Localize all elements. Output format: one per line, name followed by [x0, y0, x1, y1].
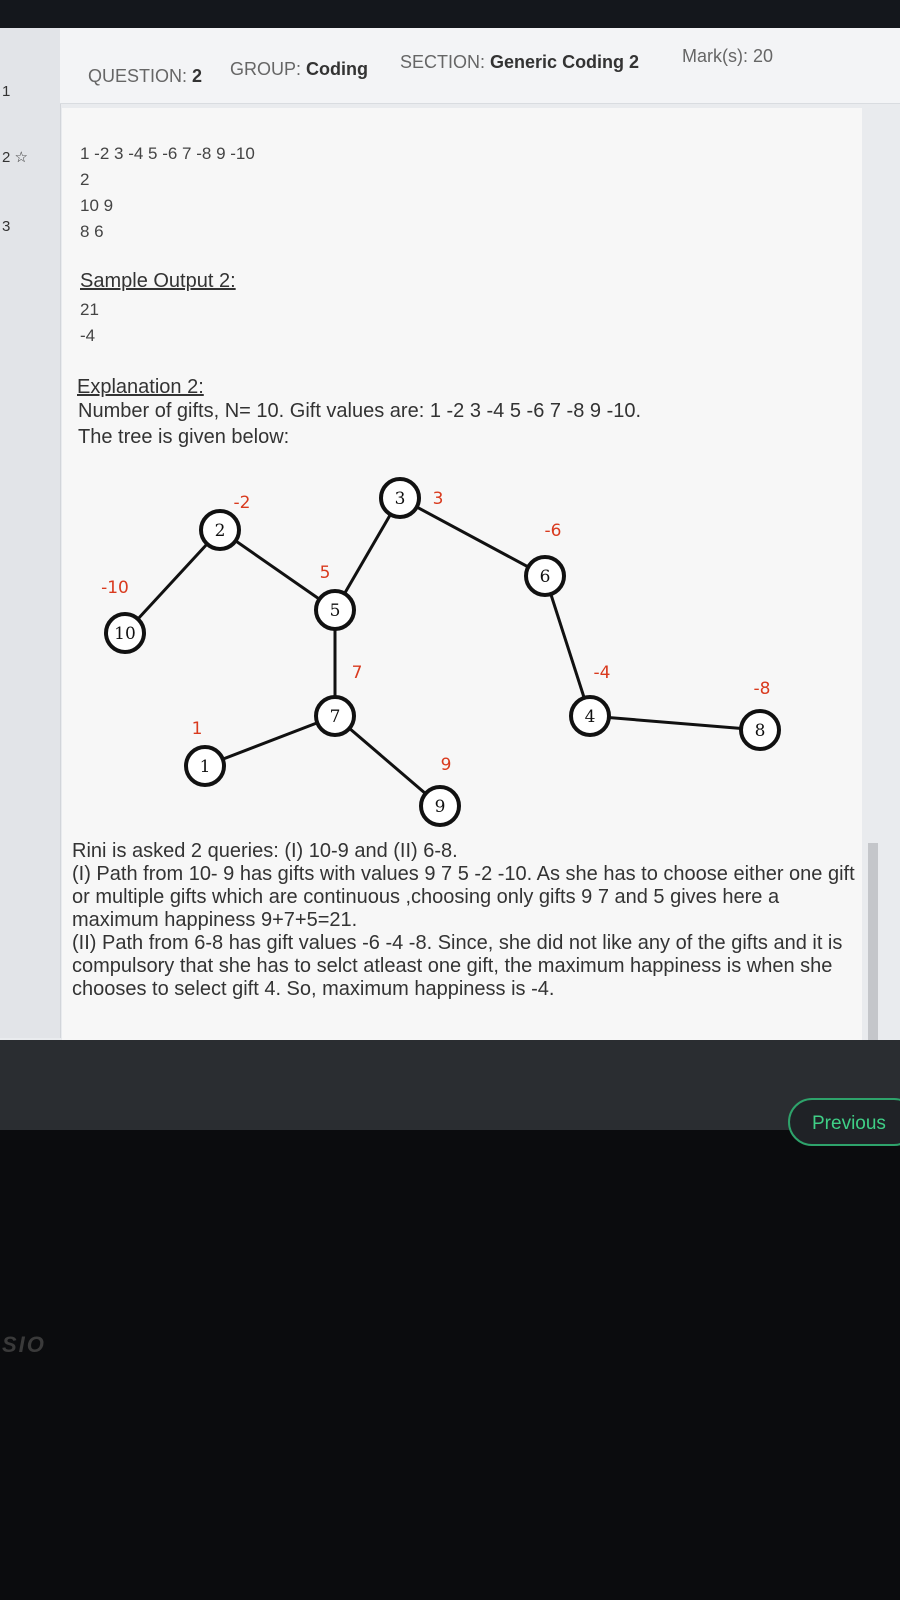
scrollbar[interactable] — [868, 843, 878, 1073]
tree-node-value: 9 — [440, 755, 452, 775]
tree-node-label: 4 — [584, 707, 596, 727]
question-number — [88, 66, 202, 87]
tree-node-value: 1 — [191, 719, 203, 739]
tree-node-label: 3 — [394, 489, 406, 509]
queries-text — [72, 840, 862, 1001]
tree-node-value: 7 — [351, 663, 363, 683]
marks-info — [682, 46, 773, 67]
tree-node-label: 9 — [434, 797, 446, 817]
tree-node-label: 10 — [114, 624, 136, 644]
question-label: QUESTION: — [88, 66, 188, 86]
question-value: 2 — [192, 66, 203, 86]
queries-intro: Rini is asked 2 queries: (I) 10-9 and (II) 6-8. — [72, 840, 458, 862]
tree-edge — [400, 498, 545, 576]
sample-input-line: 8 6 — [80, 222, 104, 241]
tree-node-label: 5 — [329, 601, 341, 621]
question-nav-item-1[interactable]: 1 — [2, 83, 11, 100]
tree-node-value: -8 — [753, 679, 771, 699]
sample-output-line: 21 — [80, 300, 99, 319]
exam-screen — [0, 28, 900, 1058]
question-nav-item-3[interactable]: 3 — [2, 218, 11, 235]
marks-label: Mark(s): — [682, 46, 748, 66]
section-label: SECTION: — [400, 52, 486, 72]
gift-tree-diagram — [30, 458, 810, 838]
group-info — [230, 59, 368, 80]
question-header — [60, 28, 900, 104]
query-2-explanation: (II) Path from 6-8 has gift values -6 -4 -8. Since, she did not like any of the gifts and it is compulsory that she has to selct atleast one gift, the maximum happiness is when she chooses to select gift 4. So, maximum happiness is -4. — [72, 932, 843, 1000]
tree-node-label: 8 — [754, 721, 766, 741]
tree-node-label: 6 — [539, 567, 551, 587]
explanation-line: Number of gifts, N= 10. Gift values are: 1 -2 3 -4 5 -6 7 -8 9 -10. — [78, 400, 642, 422]
laptop-brand-logo: SIO — [2, 1332, 46, 1357]
tree-edge — [590, 716, 760, 730]
previous-button[interactable]: Previous — [788, 1098, 900, 1146]
query-1-explanation: (I) Path from 10- 9 has gifts with values 9 7 5 -2 -10. As she has to choose either one gift or multiple gifts which are continuous ,choosing only gifts 9 7 and 5 gives here a maximum happiness 9+7+5=21. — [72, 863, 855, 931]
tree-edge — [545, 576, 590, 716]
tree-node-label: 1 — [199, 757, 211, 777]
sample-input-line: 1 -2 3 -4 5 -6 7 -8 9 -10 — [80, 144, 255, 163]
tree-edge — [220, 530, 335, 610]
explanation-line: The tree is given below: — [78, 426, 290, 448]
tree-edge — [125, 530, 220, 633]
sample-input-line: 10 9 — [80, 196, 114, 215]
screen-bottom-area — [0, 1040, 900, 1130]
group-label: GROUP: — [230, 59, 302, 79]
marks-value: 20 — [753, 46, 774, 66]
top-bezel — [0, 0, 900, 30]
tree-node-label: 7 — [329, 707, 341, 727]
tree-node-value: -2 — [233, 493, 251, 513]
tree-node-value: -10 — [101, 578, 129, 598]
group-value: Coding — [306, 59, 369, 79]
tree-node-value: -6 — [544, 521, 562, 541]
tree-node-value: -4 — [593, 663, 611, 683]
section-info — [400, 52, 639, 73]
tree-node-value: 5 — [319, 563, 331, 583]
tree-node-value: 3 — [432, 489, 444, 509]
section-value: Generic Coding 2 — [490, 52, 640, 72]
explanation-title: Explanation 2: — [77, 376, 204, 398]
sample-input-line: 2 — [80, 170, 90, 189]
tree-node-label: 2 — [214, 521, 226, 541]
question-nav-item-2[interactable]: 2 ☆ — [2, 149, 28, 166]
sample-output-title: Sample Output 2: — [80, 270, 236, 292]
sample-output-line: -4 — [80, 326, 96, 345]
